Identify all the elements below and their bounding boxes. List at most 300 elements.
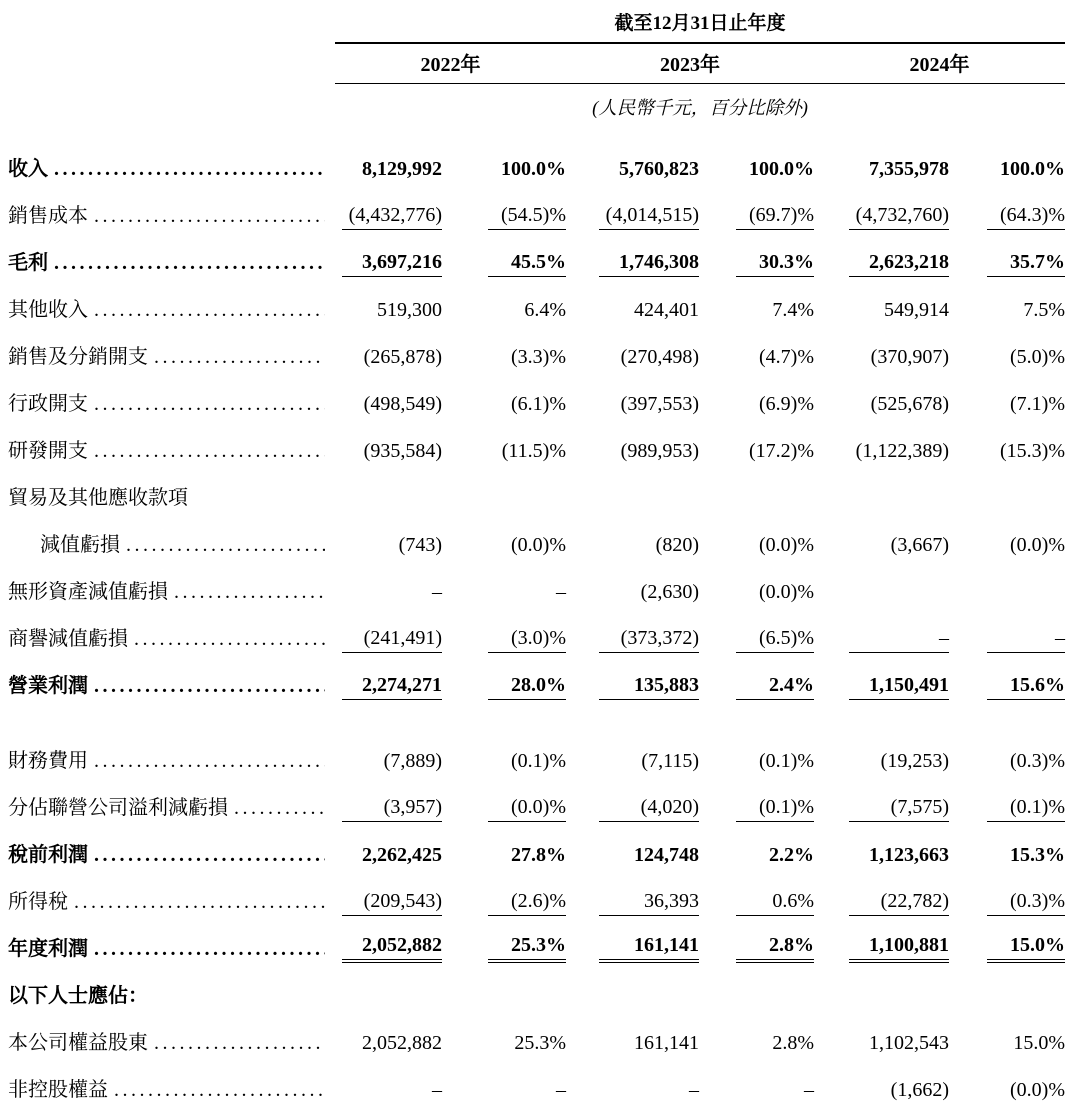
cell-value-2024 (814, 934, 949, 973)
cell-text: 7.5% (1023, 299, 1065, 321)
cell-text: (3,957) (342, 796, 442, 822)
cell-value-2023 (566, 987, 699, 1020)
dot-leader (154, 346, 325, 369)
cell-text: (7,115) (641, 750, 699, 772)
row-label-text: 無形資產減值虧損 (8, 581, 168, 603)
cell-text: (22,782) (849, 890, 949, 916)
cell-value-2024 (814, 1079, 949, 1114)
cell-percent-2022 (442, 251, 566, 287)
row-label (8, 1073, 335, 1114)
cell-text: (0.3)% (1010, 750, 1065, 772)
cell-text: 25.3% (488, 934, 566, 963)
dot-leader (74, 891, 325, 914)
row-label (8, 1026, 335, 1067)
table-row (8, 785, 1080, 832)
cell-text: (17.2)% (749, 440, 814, 462)
cell-value-2022 (335, 440, 442, 475)
cell-text: 30.3% (736, 251, 814, 277)
cell-text: (6.9)% (759, 393, 814, 415)
row-label-text: 非控股權益 (8, 1079, 108, 1101)
cell-value-2023 (566, 534, 699, 569)
cell-text: – (432, 1079, 442, 1101)
cell-text: (397,553) (620, 393, 699, 415)
cell-percent-2022 (442, 1079, 566, 1114)
cell-text (488, 1002, 566, 1004)
cell-value-2023 (566, 158, 699, 193)
cell-value-2024 (814, 796, 949, 832)
year-column-2023: 2023年 (566, 48, 814, 84)
dot-leader (54, 252, 325, 275)
cell-value-2022 (335, 890, 442, 926)
cell-text: (54.5)% (488, 204, 566, 230)
cell-value-2023 (566, 251, 699, 287)
header-body-spacer (8, 124, 1080, 146)
cell-percent-2022 (442, 299, 566, 334)
cell-text: 100.0% (749, 158, 814, 180)
cell-value-2024 (814, 489, 949, 522)
cell-text: 28.0% (488, 674, 566, 700)
cell-percent-2023 (699, 1032, 814, 1067)
dot-leader (94, 393, 325, 416)
cell-value-2024 (814, 674, 949, 710)
cell-text: 124,748 (634, 844, 699, 866)
cell-value-2024 (814, 299, 949, 334)
cell-text: 25.3% (514, 1032, 566, 1054)
dot-leader (114, 1079, 325, 1102)
cell-value-2022 (335, 934, 442, 973)
cell-percent-2022 (442, 581, 566, 616)
cell-value-2024 (814, 844, 949, 879)
table-row (8, 193, 1080, 240)
cell-text: 100.0% (501, 158, 566, 180)
cell-value-2023 (566, 204, 699, 240)
table-row (8, 973, 1080, 1020)
cell-percent-2024 (949, 1079, 1065, 1114)
cell-value-2024 (814, 204, 949, 240)
cell-text: – (849, 627, 949, 653)
cell-text (987, 598, 1065, 600)
cell-text: (1,122,389) (855, 440, 949, 462)
cell-percent-2023 (699, 393, 814, 428)
dot-leader (94, 750, 325, 773)
cell-value-2022 (335, 581, 442, 616)
cell-text: (0.0)% (1010, 534, 1065, 556)
cell-text: 2,623,218 (849, 251, 949, 277)
cell-percent-2023 (699, 581, 814, 616)
cell-percent-2023 (699, 440, 814, 475)
cell-text: 15.0% (987, 934, 1065, 963)
dot-leader (94, 299, 325, 322)
row-label (8, 528, 335, 569)
cell-text: 0.6% (736, 890, 814, 916)
row-label-text: 收入 (8, 158, 48, 180)
cell-text: (0.1)% (736, 796, 814, 822)
cell-text: 1,150,491 (849, 674, 949, 700)
cell-text: (5.0)% (1010, 346, 1065, 368)
cell-value-2022 (335, 393, 442, 428)
cell-text: 1,746,308 (599, 251, 699, 277)
cell-percent-2022 (442, 934, 566, 973)
cell-text: 2.4% (736, 674, 814, 700)
cell-text: 2.8% (736, 934, 814, 963)
cell-percent-2023 (699, 674, 814, 710)
cell-percent-2022 (442, 489, 566, 522)
cell-value-2023 (566, 393, 699, 428)
cell-percent-2024 (949, 844, 1065, 879)
cell-value-2024 (814, 583, 949, 616)
row-label (8, 293, 335, 334)
row-label-text: 分佔聯營公司溢利減虧損 (8, 797, 228, 819)
row-label-text: 本公司權益股東 (8, 1032, 148, 1054)
row-label (8, 152, 335, 193)
dot-leader (94, 675, 325, 698)
row-label-text: 行政開支 (8, 393, 88, 415)
table-row (8, 569, 1080, 616)
dot-leader (94, 205, 325, 228)
cell-text: (0.0)% (1010, 1079, 1065, 1101)
cell-text: (3,667) (890, 534, 949, 556)
row-label-text: 商譽減值虧損 (8, 628, 128, 650)
cell-text: 549,914 (884, 299, 949, 321)
cell-text: (498,549) (363, 393, 442, 415)
table-row (8, 475, 1080, 522)
cell-value-2024 (814, 158, 949, 193)
cell-percent-2024 (949, 393, 1065, 428)
cell-value-2024 (814, 987, 949, 1020)
cell-value-2022 (335, 1032, 442, 1067)
cell-percent-2023 (699, 844, 814, 879)
cell-percent-2022 (442, 204, 566, 240)
cell-percent-2022 (442, 796, 566, 832)
cell-text: (743) (398, 534, 442, 556)
table-header-years (8, 44, 1080, 84)
cell-value-2023 (566, 489, 699, 522)
dot-leader (94, 844, 325, 867)
cell-value-2024 (814, 534, 949, 569)
cell-value-2022 (335, 158, 442, 193)
cell-value-2024 (814, 393, 949, 428)
cell-value-2022 (335, 1079, 442, 1114)
cell-text: (4,014,515) (599, 204, 699, 230)
cell-text: (265,878) (363, 346, 442, 368)
cell-percent-2023 (699, 796, 814, 832)
cell-value-2022 (335, 674, 442, 710)
row-label-text: 減值虧損 (40, 534, 120, 556)
row-label (8, 669, 335, 710)
cell-text: (0.1)% (987, 796, 1065, 822)
dot-leader (94, 938, 325, 961)
dot-leader (234, 797, 325, 820)
cell-percent-2023 (699, 890, 814, 926)
cell-percent-2023 (699, 534, 814, 569)
cell-percent-2023 (699, 204, 814, 240)
cell-percent-2022 (442, 844, 566, 879)
cell-percent-2024 (949, 627, 1065, 663)
row-label (8, 246, 335, 287)
cell-text (987, 1002, 1065, 1004)
dot-leader (54, 158, 325, 181)
table-row (8, 616, 1080, 663)
cell-percent-2024 (949, 299, 1065, 334)
row-label-text: 銷售成本 (8, 205, 88, 227)
cell-text: 15.3% (1010, 844, 1065, 866)
row-label (8, 340, 335, 381)
cell-value-2023 (566, 581, 699, 616)
cell-text (849, 598, 949, 600)
row-label (8, 744, 335, 785)
table-row (8, 926, 1080, 973)
cell-percent-2024 (949, 934, 1065, 973)
cell-text: (4,020) (599, 796, 699, 822)
cell-text: (270,498) (620, 346, 699, 368)
row-label-text: 稅前利潤 (8, 844, 88, 866)
row-label (8, 434, 335, 475)
row-label (8, 622, 335, 663)
cell-value-2023 (566, 890, 699, 926)
cell-value-2023 (566, 934, 699, 973)
cell-text: 5,760,823 (619, 158, 699, 180)
cell-text: – (987, 627, 1065, 653)
cell-value-2022 (335, 489, 442, 522)
cell-text (599, 1002, 699, 1004)
table-row (8, 240, 1080, 287)
dot-leader (134, 628, 325, 651)
cell-text: (0.1)% (511, 750, 566, 772)
table-row (8, 287, 1080, 334)
cell-text: 6.4% (524, 299, 566, 321)
cell-text (599, 504, 699, 506)
cell-text: – (804, 1079, 814, 1101)
cell-text: (15.3)% (1000, 440, 1065, 462)
cell-text: 1,123,663 (869, 844, 949, 866)
cell-text: (0.0)% (488, 796, 566, 822)
cell-text: (19,253) (880, 750, 949, 772)
cell-value-2023 (566, 627, 699, 663)
cell-text: 7,355,978 (869, 158, 949, 180)
dot-leader (154, 1032, 325, 1055)
table-header-note (8, 84, 1080, 124)
cell-percent-2023 (699, 987, 814, 1020)
row-label (8, 791, 335, 832)
row-label (8, 199, 335, 240)
cell-text: (2.6)% (488, 890, 566, 916)
cell-text: 2,052,882 (342, 934, 442, 963)
table-body (8, 146, 1080, 1114)
year-column-2024: 2024年 (814, 48, 1065, 84)
cell-text: (0.0)% (511, 534, 566, 556)
cell-value-2022 (335, 251, 442, 287)
cell-text: 36,393 (599, 890, 699, 916)
cell-value-2024 (814, 627, 949, 663)
cell-percent-2022 (442, 158, 566, 193)
cell-percent-2024 (949, 440, 1065, 475)
row-label-text: 財務費用 (8, 750, 88, 772)
cell-percent-2022 (442, 750, 566, 785)
cell-value-2023 (566, 674, 699, 710)
cell-text: 35.7% (987, 251, 1065, 277)
cell-text (987, 504, 1065, 506)
cell-text: 424,401 (634, 299, 699, 321)
cell-percent-2023 (699, 750, 814, 785)
cell-text: (0.1)% (759, 750, 814, 772)
cell-text: (3.0)% (488, 627, 566, 653)
cell-percent-2024 (949, 204, 1065, 240)
cell-value-2022 (335, 346, 442, 381)
cell-text: – (689, 1079, 699, 1101)
cell-text: 2,262,425 (362, 844, 442, 866)
cell-percent-2023 (699, 627, 814, 663)
cell-text: 135,883 (599, 674, 699, 700)
cell-text: 2,052,882 (362, 1032, 442, 1054)
cell-value-2023 (566, 299, 699, 334)
cell-text: – (556, 581, 566, 603)
cell-text: (1,662) (890, 1079, 949, 1101)
cell-text: 2,274,271 (342, 674, 442, 700)
cell-percent-2022 (442, 440, 566, 475)
cell-percent-2022 (442, 890, 566, 926)
cell-text: (3.3)% (511, 346, 566, 368)
cell-text: (7.1)% (1010, 393, 1065, 415)
cell-percent-2023 (699, 346, 814, 381)
cell-text: (0.0)% (759, 581, 814, 603)
cell-value-2022 (335, 627, 442, 663)
cell-percent-2023 (699, 251, 814, 287)
row-label (8, 838, 335, 879)
cell-value-2022 (335, 534, 442, 569)
year-column-2022: 2022年 (335, 48, 566, 84)
cell-text: (241,491) (342, 627, 442, 653)
row-label (8, 387, 335, 428)
cell-percent-2022 (442, 534, 566, 569)
cell-value-2024 (814, 1032, 949, 1067)
cell-value-2022 (335, 204, 442, 240)
cell-text: – (556, 1079, 566, 1101)
cell-value-2024 (814, 346, 949, 381)
table-row (8, 522, 1080, 569)
cell-percent-2023 (699, 158, 814, 193)
cell-percent-2022 (442, 346, 566, 381)
cell-percent-2024 (949, 796, 1065, 832)
cell-text (736, 1002, 814, 1004)
cell-text: (0.3)% (987, 890, 1065, 916)
cell-text: 161,141 (634, 1032, 699, 1054)
row-label-text: 營業利潤 (8, 675, 88, 697)
cell-text (488, 504, 566, 506)
table-row (8, 832, 1080, 879)
cell-text: 3,697,216 (342, 251, 442, 277)
row-label-text: 毛利 (8, 252, 48, 274)
cell-value-2022 (335, 299, 442, 334)
cell-text: (4,432,776) (342, 204, 442, 230)
cell-text: (525,678) (870, 393, 949, 415)
cell-value-2022 (335, 987, 442, 1020)
cell-text: (2,630) (640, 581, 699, 603)
cell-percent-2023 (699, 299, 814, 334)
dot-leader (94, 440, 325, 463)
cell-value-2022 (335, 796, 442, 832)
cell-text (736, 504, 814, 506)
row-label (8, 481, 335, 522)
unit-note: (人民幣千元，百分比除外) (592, 99, 808, 119)
cell-text: (989,953) (620, 440, 699, 462)
cell-text: (7,889) (383, 750, 442, 772)
cell-text: (820) (655, 534, 699, 556)
cell-percent-2024 (949, 583, 1065, 616)
cell-text: 7.4% (772, 299, 814, 321)
row-label-text: 研發開支 (8, 440, 88, 462)
cell-percent-2024 (949, 750, 1065, 785)
cell-text (342, 504, 442, 506)
cell-text: (7,575) (849, 796, 949, 822)
row-label (8, 979, 335, 1020)
cell-text (849, 504, 949, 506)
cell-text: (0.0)% (759, 534, 814, 556)
table-row (8, 1067, 1080, 1114)
cell-text: (209,543) (342, 890, 442, 916)
cell-percent-2022 (442, 674, 566, 710)
cell-text: (6.1)% (511, 393, 566, 415)
cell-value-2023 (566, 1079, 699, 1114)
cell-value-2022 (335, 844, 442, 879)
cell-text: (6.5)% (736, 627, 814, 653)
cell-text: 1,102,543 (869, 1032, 949, 1054)
table-row (8, 428, 1080, 475)
table-row (8, 879, 1080, 926)
cell-value-2023 (566, 1032, 699, 1067)
cell-percent-2022 (442, 393, 566, 428)
cell-text: (69.7)% (736, 204, 814, 230)
cell-text: 100.0% (1000, 158, 1065, 180)
cell-text: (935,584) (363, 440, 442, 462)
row-label-text: 貿易及其他應收款項 (8, 487, 188, 509)
cell-percent-2024 (949, 1032, 1065, 1067)
cell-value-2024 (814, 440, 949, 475)
cell-percent-2022 (442, 1032, 566, 1067)
table-row (8, 381, 1080, 428)
dot-leader (126, 534, 325, 557)
table-row (8, 738, 1080, 785)
row-label (8, 885, 335, 926)
cell-text: 2.2% (769, 844, 814, 866)
cell-percent-2024 (949, 674, 1065, 710)
cell-value-2023 (566, 346, 699, 381)
cell-value-2022 (335, 750, 442, 785)
cell-text: 1,100,881 (849, 934, 949, 963)
cell-text (342, 1002, 442, 1004)
cell-percent-2024 (949, 534, 1065, 569)
cell-text: 27.8% (511, 844, 566, 866)
row-label-text: 年度利潤 (8, 938, 88, 960)
dot-leader (174, 581, 325, 604)
cell-value-2024 (814, 890, 949, 926)
cell-percent-2024 (949, 158, 1065, 193)
cell-text: 15.6% (987, 674, 1065, 700)
row-label-text: 其他收入 (8, 299, 88, 321)
cell-text: – (432, 581, 442, 603)
table-row (8, 334, 1080, 381)
table-row (8, 146, 1080, 193)
cell-percent-2024 (949, 346, 1065, 381)
cell-value-2024 (814, 750, 949, 785)
cell-value-2023 (566, 440, 699, 475)
cell-text: (373,372) (599, 627, 699, 653)
cell-text: 8,129,992 (362, 158, 442, 180)
table-header-period (8, 8, 1080, 44)
cell-percent-2022 (442, 987, 566, 1020)
cell-value-2023 (566, 844, 699, 879)
cell-percent-2023 (699, 489, 814, 522)
cell-text: (4,732,760) (849, 204, 949, 230)
